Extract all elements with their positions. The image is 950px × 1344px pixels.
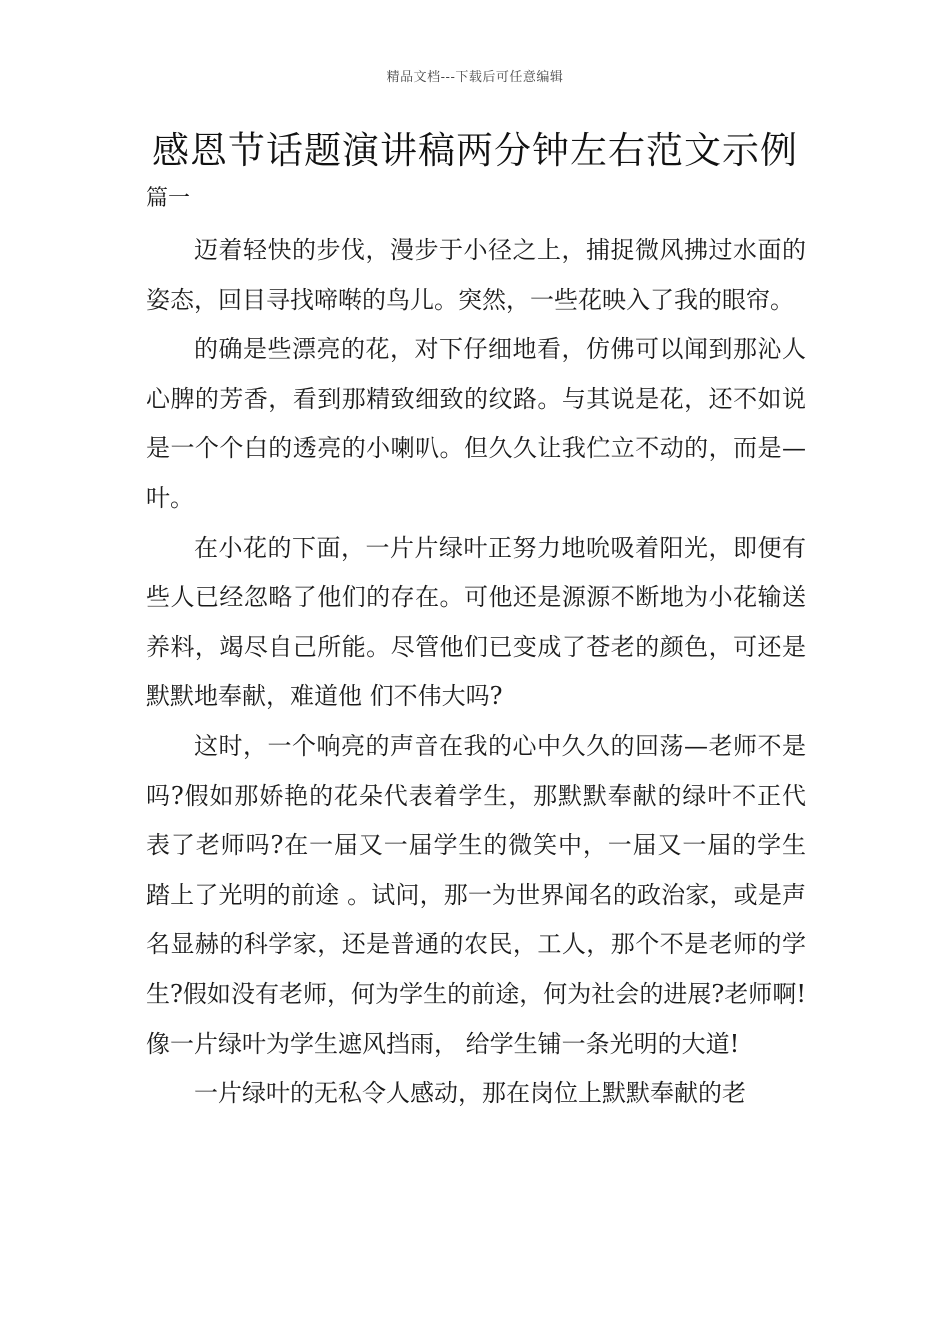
- document-title: 感恩节话题演讲稿两分钟左右范文示例: [152, 129, 798, 172]
- section-label: 篇一: [146, 186, 191, 211]
- header-note: 精品文档---下载后可任意编辑: [386, 70, 564, 85]
- paragraph-5: 一片绿叶的无私令人感动，那在岗位上默默奉献的老: [194, 1079, 746, 1108]
- paragraph-1: 迈着轻快的步伐，漫步于小径之上，捕捉微风拂过水面的姿态，回目寻找啼啭的鸟儿。突然，一些花映入了我的眼帘。: [146, 236, 806, 314]
- paragraph-3: 在小花的下面，一片片绿叶正努力地吮吸着阳光，即便有些人已经忽略了他们的存在。可他还是源源不断地为小花输送养料，竭尽自己所能。尽管他们已变成了苍老的颜色，可还是默默地奉献，难道他 们不伟大吗?: [146, 533, 806, 711]
- body-text: [146, 226, 806, 1119]
- paragraph-2: 的确是些漂亮的花，对下仔细地看，仿佛可以闻到那沁人心脾的芳香，看到那精致细致的纹路。与其说是花，还不如说是一个个白的透亮的小喇叭。但久久让我伫立不动的，而是—叶。: [146, 335, 806, 512]
- paragraph-4: 这时，一个响亮的声音在我的心中久久的回荡—老师不是吗?假如那娇艳的花朵代表着学生，那默默奉献的绿叶不正代表了老师吗?在一届又一届学生的微笑中，一届又一届的学生踏上了光明的前途 。试问，那一为世界闻名的政治家，或是声名显赫的科学家，还是普通的农民，工人，那个不是老师的学生?假如没有老师，何为学生的前途，何为社会的进展?老师啊!像一片绿叶为学生遮风挡雨， 给学生铺一条光明的大道!: [146, 731, 806, 1058]
